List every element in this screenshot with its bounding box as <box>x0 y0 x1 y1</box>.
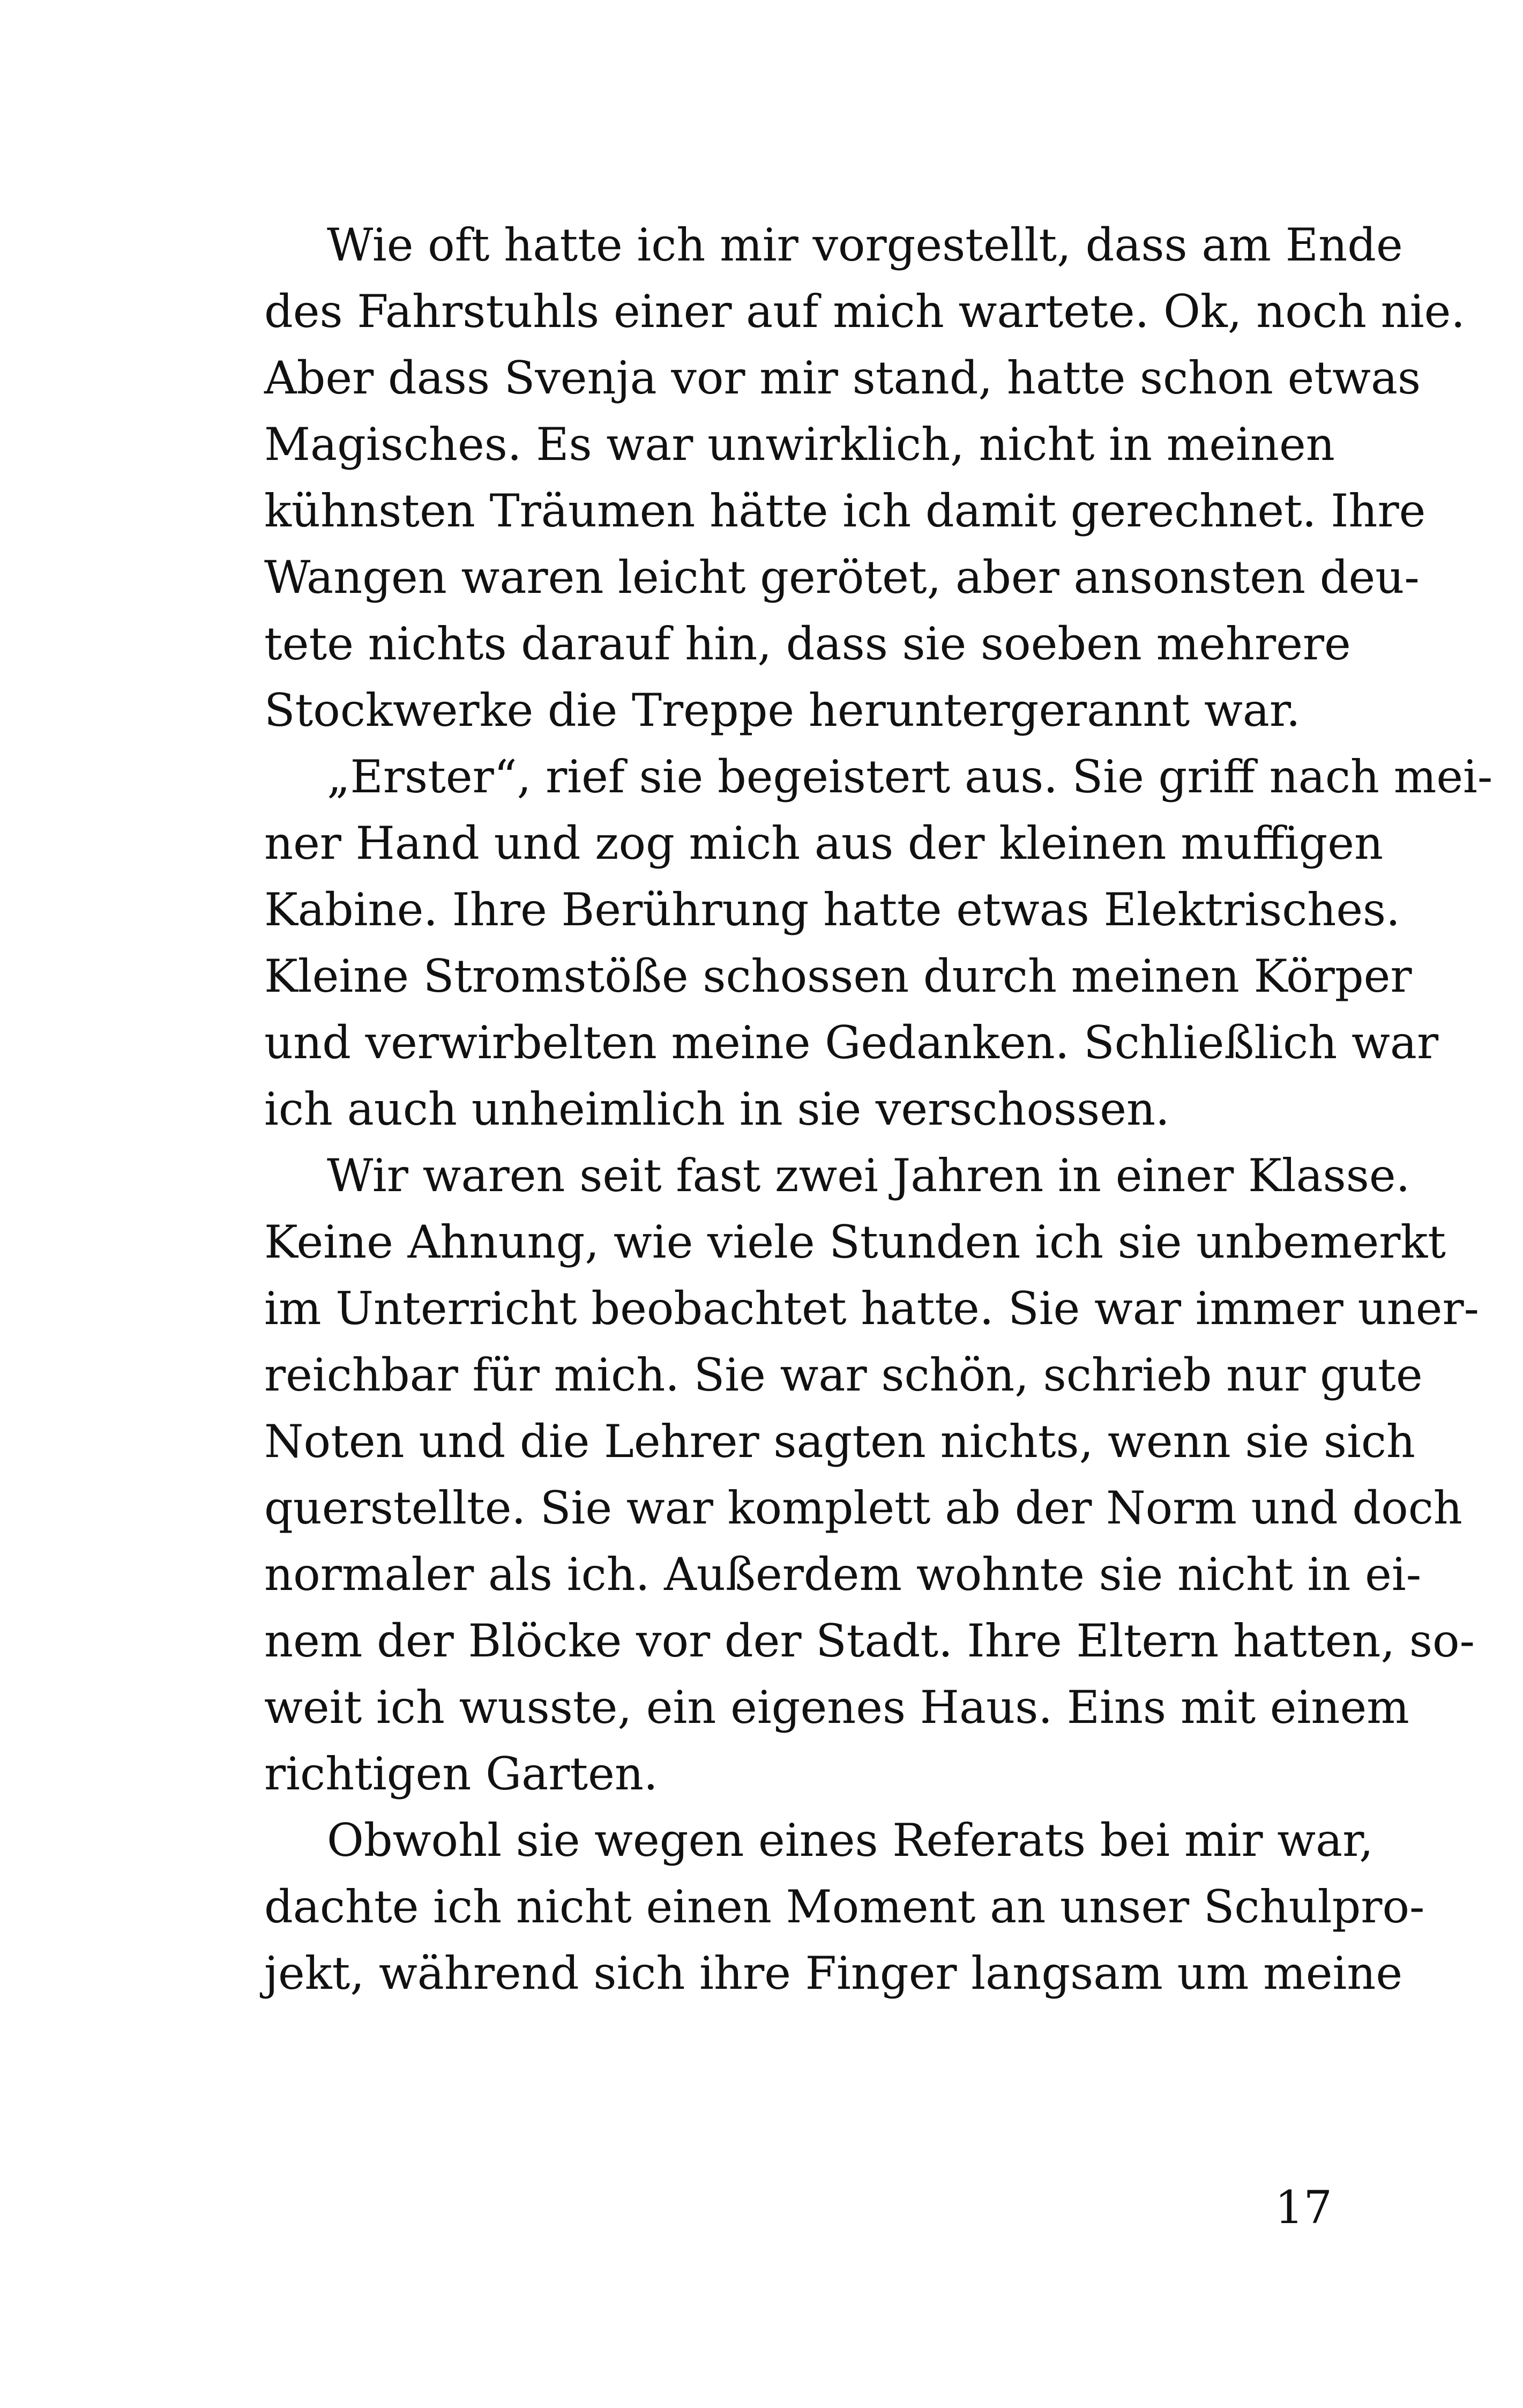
body-text <box>264 212 1493 2006</box>
paragraph-3-line-8: nem der Blöcke vor der Stadt. Ihre Eltern hatten, so- <box>264 1615 1475 1667</box>
paragraph-3-line-5: Noten und die Lehrer sagten nichts, wenn sie sich <box>264 1415 1415 1468</box>
paragraph-2-line-2: ner Hand und zog mich aus der kleinen muffigen <box>264 817 1384 869</box>
paragraph-3-line-1: Wir waren seit fast zwei Jahren in einer Klasse. <box>327 1149 1410 1202</box>
paragraph-3-line-9: weit ich wusste, ein eigenes Haus. Eins mit einem <box>264 1681 1409 1734</box>
paragraph-2-line-1: „Erster“, rief sie begeistert aus. Sie griff nach mei- <box>327 750 1493 803</box>
paragraph-1-line-6: Wangen waren leicht gerötet, aber ansonsten deu- <box>264 551 1420 604</box>
paragraph-4-line-1: Obwohl sie wegen eines Referats bei mir war, <box>327 1814 1373 1867</box>
paragraph-1-line-8: Stockwerke die Treppe heruntergerannt war. <box>264 684 1301 737</box>
paragraph-1-line-3: Aber dass Svenja vor mir stand, hatte schon etwas <box>264 352 1421 404</box>
paragraph-2-line-3: Kabine. Ihre Berührung hatte etwas Elektrisches. <box>264 883 1400 936</box>
paragraph-1-line-2: des Fahrstuhls einer auf mich wartete. Ok, noch nie. <box>264 285 1466 338</box>
paragraph-1-line-4: Magisches. Es war unwirklich, nicht in meinen <box>264 418 1335 471</box>
paragraph-2-line-6: ich auch unheimlich in sie verschossen. <box>264 1083 1170 1135</box>
paragraph-3-line-2: Keine Ahnung, wie viele Stunden ich sie unbemerkt <box>264 1216 1446 1268</box>
paragraph-3-line-6: querstellte. Sie war komplett ab der Norm und doch <box>264 1482 1462 1534</box>
paragraph-2-line-4: Kleine Stromstöße schossen durch meinen Körper <box>264 950 1412 1002</box>
paragraph-3-line-10: richtigen Garten. <box>264 1748 658 1800</box>
paragraph-3-line-7: normaler als ich. Außerdem wohnte sie nicht in ei- <box>264 1548 1422 1601</box>
paragraph-3-line-3: im Unterricht beobachtet hatte. Sie war immer uner- <box>264 1282 1479 1335</box>
paragraph-3-line-4: reichbar für mich. Sie war schön, schrieb nur gute <box>264 1349 1423 1401</box>
paragraph-1-line-7: tete nichts darauf hin, dass sie soeben mehrere <box>264 618 1351 670</box>
paragraph-4-line-2: dachte ich nicht einen Moment an unser Schulpro- <box>264 1881 1425 1933</box>
paragraph-4-line-3: jekt, während sich ihre Finger langsam um meine <box>264 1947 1403 2000</box>
paragraph-2-line-5: und verwirbelten meine Gedanken. Schließlich war <box>264 1016 1439 1069</box>
page-number: 17 <box>1275 2181 1332 2234</box>
paragraph-1-line-1: Wie oft hatte ich mir vorgestellt, dass am Ende <box>327 219 1403 271</box>
paragraph-1-line-5: kühnsten Träumen hätte ich damit gerechnet. Ihre <box>264 485 1426 537</box>
